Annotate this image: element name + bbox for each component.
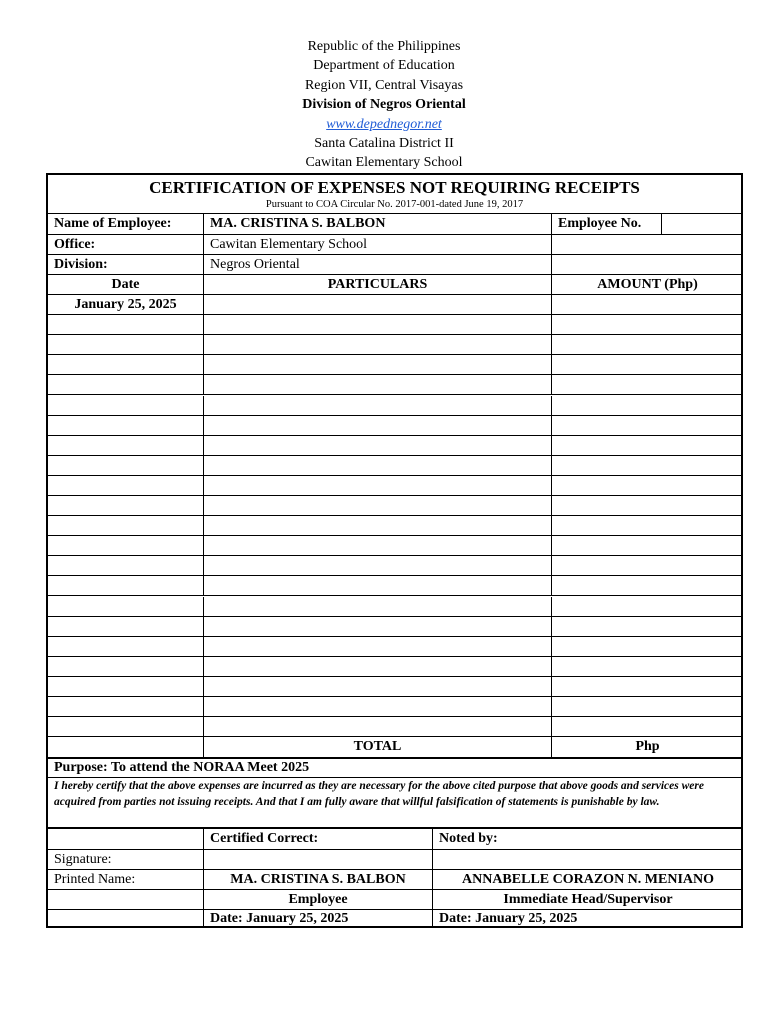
entry-row [48, 697, 741, 717]
particulars-column-header: PARTICULARS [203, 275, 551, 294]
entry-amount-cell[interactable] [551, 496, 743, 515]
entry-row [48, 637, 741, 657]
employee-name-value[interactable]: MA. CRISTINA S. BALBON [203, 214, 551, 234]
certification-form [46, 173, 743, 928]
entry-particulars-cell[interactable] [203, 717, 551, 736]
entry-date-cell[interactable] [48, 315, 203, 334]
region-line: Region VII, Central Visayas [304, 77, 464, 93]
column-header-row [48, 275, 741, 295]
entry-amount-cell[interactable] [551, 295, 743, 314]
entry-particulars-cell[interactable] [203, 597, 551, 616]
signatory-heading-row [48, 829, 741, 850]
entry-particulars-cell[interactable] [203, 697, 551, 716]
division-label: Division: [54, 257, 108, 272]
entry-particulars-cell[interactable] [203, 496, 551, 515]
purpose-row [48, 759, 741, 778]
entry-row [48, 516, 741, 536]
entry-amount-cell[interactable] [551, 617, 743, 636]
entry-amount-cell[interactable] [551, 416, 743, 435]
employee-role: Employee [203, 890, 432, 909]
entry-amount-cell[interactable] [551, 456, 743, 475]
employee-row [48, 214, 741, 235]
form-title: CERTIFICATION OF EXPENSES NOT REQUIRING RECEIPTS [149, 178, 640, 197]
entry-row [48, 456, 741, 476]
printed-name-row [48, 870, 741, 890]
republic-line: Republic of the Philippines [307, 39, 461, 54]
division-row [48, 255, 741, 275]
entry-amount-cell[interactable] [551, 516, 743, 535]
employee-sign-date[interactable]: Date: January 25, 2025 [203, 910, 432, 928]
entry-particulars-cell[interactable] [203, 335, 551, 354]
total-amount[interactable]: Php [551, 737, 743, 757]
noted-by-label: Noted by: [432, 829, 743, 849]
role-row [48, 890, 741, 910]
entry-row [48, 436, 741, 456]
office-label: Office: [54, 237, 96, 252]
total-date-cell [48, 737, 203, 757]
entry-amount-cell[interactable] [551, 556, 743, 575]
entry-particulars-cell[interactable] [203, 375, 551, 394]
entry-amount-cell[interactable] [551, 315, 743, 334]
signature-label: Signature: [54, 852, 112, 867]
employee-printed-name[interactable]: MA. CRISTINA S. BALBON [203, 870, 432, 889]
entry-amount-cell[interactable] [551, 335, 743, 354]
supervisor-printed-name[interactable]: ANNABELLE CORAZON N. MENIANO [432, 870, 743, 889]
entry-particulars-cell[interactable] [203, 456, 551, 475]
entry-amount-cell[interactable] [551, 396, 743, 415]
entry-row [48, 536, 741, 556]
entry-row [48, 416, 741, 436]
entry-particulars-cell[interactable] [203, 677, 551, 696]
certified-correct-label: Certified Correct: [203, 829, 432, 849]
entry-date-cell[interactable] [48, 416, 203, 435]
entry-row [48, 717, 741, 737]
entry-particulars-cell[interactable] [203, 476, 551, 495]
entry-date-cell[interactable] [48, 516, 203, 535]
entry-amount-cell[interactable] [551, 476, 743, 495]
entry-row [48, 617, 741, 637]
entry-date-cell[interactable] [48, 597, 203, 616]
date-blank-cell [48, 910, 203, 928]
entry-particulars-cell[interactable] [203, 657, 551, 676]
entry-date-cell[interactable] [48, 536, 203, 555]
division-line: Division of Negros Oriental [302, 97, 466, 113]
division-extra-cell [551, 255, 743, 274]
entry-row [48, 576, 741, 596]
entry-date-cell[interactable] [48, 436, 203, 455]
entry-row [48, 677, 741, 697]
entry-date-cell[interactable] [48, 576, 203, 595]
signature-row [48, 850, 741, 870]
district-line: Santa Catalina District II [314, 136, 454, 152]
entry-date-cell[interactable] [48, 396, 203, 415]
entry-particulars-cell[interactable] [203, 295, 551, 314]
entry-date-cell[interactable] [48, 335, 203, 354]
entry-date-cell[interactable] [48, 677, 203, 696]
office-row [48, 235, 741, 255]
entry-amount-cell[interactable] [551, 355, 743, 374]
entry-row [48, 476, 741, 496]
entry-date-cell[interactable] [48, 496, 203, 515]
entry-date-cell[interactable] [48, 717, 203, 736]
entry-particulars-cell[interactable] [203, 416, 551, 435]
role-blank-cell [48, 890, 203, 909]
website-link[interactable]: www.depednegor.net [326, 116, 442, 132]
signatory-blank-cell [48, 829, 203, 849]
total-label: TOTAL [203, 737, 551, 757]
entry-date-cell[interactable] [48, 617, 203, 636]
employee-signature-field[interactable] [203, 850, 432, 869]
form-title-block [48, 175, 741, 214]
entry-particulars-cell[interactable] [203, 536, 551, 555]
certification-statement: I hereby certify that the above expenses are incurred as they are necessary for the above cited purpose that above goods and services were acquired from parties not issuing receipts. And that I am fully aware that willful falsification of statements is punishable by law. [48, 778, 741, 829]
entry-particulars-cell[interactable] [203, 556, 551, 575]
entry-particulars-cell[interactable] [203, 355, 551, 374]
total-row [48, 737, 741, 759]
entry-date-cell[interactable] [48, 375, 203, 394]
entry-amount-cell[interactable] [551, 576, 743, 595]
entry-amount-cell[interactable] [551, 436, 743, 455]
entry-amount-cell[interactable] [551, 536, 743, 555]
entry-date-cell[interactable] [48, 556, 203, 575]
entry-row [48, 556, 741, 576]
entry-date-cell[interactable] [48, 657, 203, 676]
office-value[interactable]: Cawitan Elementary School [203, 235, 551, 254]
school-line: Cawitan Elementary School [305, 155, 463, 171]
entry-row [48, 375, 741, 395]
department-line: Department of Education [313, 58, 455, 74]
entry-amount-cell[interactable] [551, 657, 743, 676]
entry-particulars-cell[interactable] [203, 436, 551, 455]
entry-date-cell[interactable]: January 25, 2025 [74, 297, 177, 312]
entry-amount-cell[interactable] [551, 717, 743, 736]
amount-column-header: AMOUNT (Php) [551, 275, 743, 294]
entry-particulars-cell[interactable] [203, 576, 551, 595]
entry-row [48, 315, 741, 335]
entry-date-cell[interactable] [48, 476, 203, 495]
entry-date-cell[interactable] [48, 637, 203, 656]
entry-amount-cell[interactable] [551, 375, 743, 394]
office-extra-cell [551, 235, 743, 254]
purpose-text[interactable]: Purpose: To attend the NORAA Meet 2025 [54, 760, 310, 775]
entry-row [48, 657, 741, 677]
employee-name-label: Name of Employee: [54, 216, 172, 231]
entry-date-cell[interactable] [48, 355, 203, 374]
entry-date-cell[interactable] [48, 456, 203, 475]
entry-particulars-cell[interactable] [203, 516, 551, 535]
supervisor-signature-field[interactable] [432, 850, 743, 869]
employee-no-value[interactable] [661, 214, 743, 234]
entry-particulars-cell[interactable] [203, 396, 551, 415]
entry-row [48, 396, 741, 416]
signatory-date-row [48, 910, 741, 928]
entry-amount-cell[interactable] [551, 597, 743, 616]
entry-row [48, 295, 741, 315]
entry-amount-cell[interactable] [551, 637, 743, 656]
entry-row [48, 355, 741, 375]
supervisor-sign-date[interactable]: Date: January 25, 2025 [432, 910, 743, 928]
entry-particulars-cell[interactable] [203, 637, 551, 656]
entry-row [48, 597, 741, 617]
printed-name-label: Printed Name: [54, 872, 136, 887]
date-column-header: Date [111, 277, 140, 292]
entry-date-cell[interactable] [48, 697, 203, 716]
entry-row [48, 335, 741, 355]
employee-no-label: Employee No. [551, 214, 661, 234]
division-value[interactable]: Negros Oriental [203, 255, 551, 274]
supervisor-role: Immediate Head/Supervisor [432, 890, 743, 909]
form-subtitle: Pursuant to COA Circular No. 2017-001-dated June 19, 2017 [265, 199, 524, 210]
document-header [0, 37, 768, 173]
entry-row [48, 496, 741, 516]
entry-amount-cell[interactable] [551, 697, 743, 716]
entry-amount-cell[interactable] [551, 677, 743, 696]
entry-particulars-cell[interactable] [203, 315, 551, 334]
entry-particulars-cell[interactable] [203, 617, 551, 636]
